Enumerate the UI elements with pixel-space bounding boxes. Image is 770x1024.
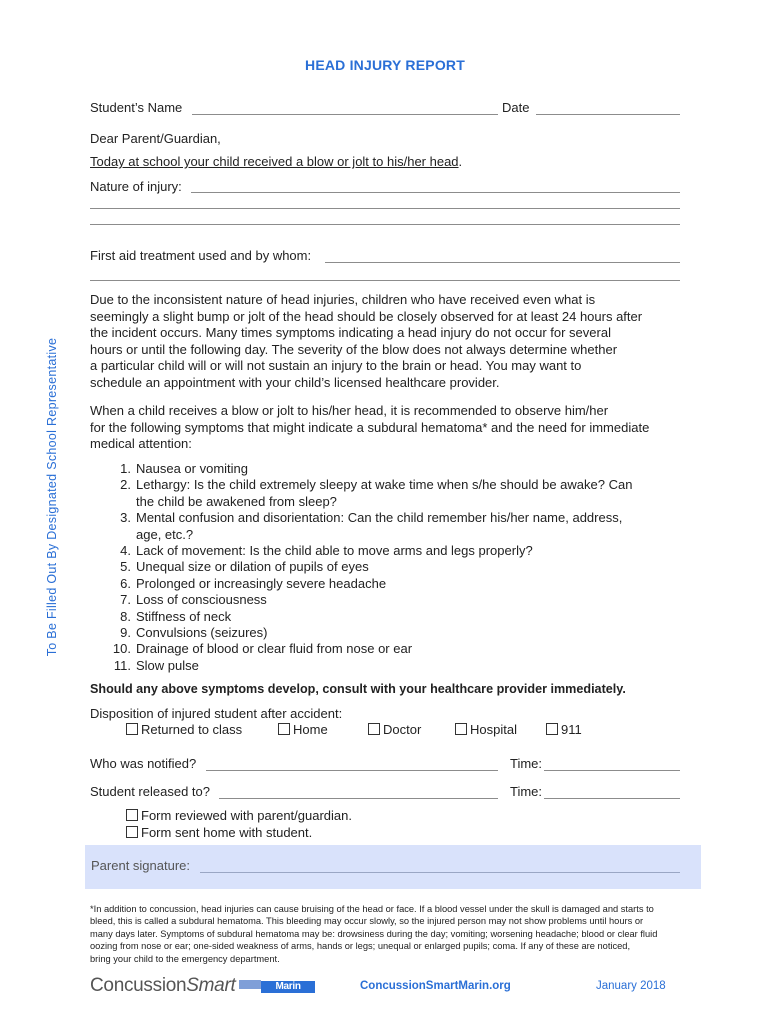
date-field[interactable]	[536, 114, 680, 115]
footnote-line: oozing from nose or ear; one-sided weakness of arms, hands or legs; unequal or enlarged pupils; coma. If any of these are noticed,	[90, 941, 631, 952]
paragraph-line: schedule an appointment with your child’s licensed healthcare provider.	[90, 374, 500, 390]
item-text-line: age, etc.?	[136, 526, 194, 542]
item-number: 4.	[120, 543, 131, 559]
item-number: 6.	[120, 575, 131, 591]
item-number: 10.	[112, 641, 131, 657]
disposition-hospital-checkbox[interactable]	[455, 722, 517, 737]
item-text-line: Lethargy: Is the child extremely sleepy at wake time when s/he should be awake? Can	[136, 477, 633, 493]
notified-field[interactable]	[206, 770, 498, 771]
released-label: Student released to?	[90, 784, 210, 799]
item-text: Drainage of blood or clear fluid from nose or ear	[136, 641, 413, 657]
paragraph-line: When a child receives a blow or jolt to his/her head, it is recommended to observe him/her	[90, 403, 609, 418]
item-number: 1.	[120, 461, 131, 476]
concussion-smart-logo	[90, 975, 315, 997]
footnote-line: *In addition to concussion, head injuries can cause bruising of the head or face. If a blood vessel under the skull is damaged and starts to	[90, 904, 654, 914]
footnote-line: bring your child to the emergency department.	[90, 953, 280, 964]
logo-smart: Smart	[186, 975, 236, 996]
logo-bar	[239, 980, 261, 989]
item-text: Prolonged or increasingly severe headache	[136, 575, 387, 591]
item-text: Nausea or vomiting	[136, 461, 248, 476]
option-label: Hospital	[470, 722, 517, 737]
item-text	[136, 477, 697, 510]
list-item	[97, 477, 697, 510]
signature-field[interactable]	[200, 872, 680, 873]
item-number: 11.	[113, 657, 131, 673]
list-item	[97, 543, 697, 559]
list-item	[97, 609, 697, 625]
item-text: Slow pulse	[136, 657, 199, 673]
list-item	[97, 625, 697, 641]
form-reviewed-checkbox[interactable]	[126, 808, 352, 823]
student-name-label: Student’s Name	[90, 100, 183, 115]
paragraph-line: hours or until the following day. The severity of the blow does not always determine whether	[90, 341, 618, 357]
form-sent-home-checkbox[interactable]	[126, 825, 312, 840]
side-label: To Be Filled Out By Designated School Representative	[45, 337, 59, 657]
option-label: Doctor	[383, 722, 422, 737]
disposition-911-checkbox[interactable]	[546, 722, 582, 737]
list-item	[97, 592, 697, 608]
first-aid-label: First aid treatment used and by whom:	[90, 248, 312, 263]
checkbox-icon	[126, 826, 138, 838]
notified-time-field[interactable]	[544, 770, 680, 771]
disposition-returned-checkbox[interactable]	[126, 722, 242, 737]
website-link[interactable]: ConcussionSmartMarin.org	[360, 980, 511, 992]
paragraph-line: for the following symptoms that might indicate a subdural hematoma* and the need for immediate	[90, 419, 650, 435]
item-text: Convulsions (seizures)	[136, 625, 268, 641]
item-text: Stiffness of neck	[136, 608, 232, 624]
option-label: Form reviewed with parent/guardian.	[141, 808, 352, 823]
logo-concussion: Concussion	[90, 975, 187, 996]
paragraph-line: a particular child will or will not sustain an injury to the brain or head. You may want to	[90, 358, 582, 373]
checkbox-icon	[455, 723, 467, 735]
symptoms-intro-paragraph	[90, 403, 690, 453]
option-label: Form sent home with student.	[141, 825, 313, 840]
item-number: 8.	[120, 608, 131, 624]
nature-of-injury-field[interactable]	[191, 192, 680, 193]
item-text-line: the child be awakened from sleep?	[136, 493, 337, 509]
disposition-doctor-checkbox[interactable]	[368, 722, 421, 737]
option-label: Returned to class	[141, 722, 243, 737]
intro-period: .	[458, 154, 463, 169]
item-number: 7.	[120, 592, 131, 608]
item-text: Lack of movement: Is the child able to move arms and legs properly?	[136, 543, 533, 559]
intro-text	[90, 154, 462, 169]
checkbox-icon	[368, 723, 380, 735]
checkbox-icon	[278, 723, 290, 735]
item-text: Unequal size or dilation of pupils of eyes	[136, 559, 369, 575]
checkbox-icon	[546, 723, 558, 735]
released-field[interactable]	[219, 798, 498, 799]
nature-of-injury-line-2[interactable]	[90, 208, 680, 209]
released-time-label: Time:	[510, 784, 543, 799]
signature-label: Parent signature:	[91, 858, 191, 873]
list-item	[97, 461, 697, 477]
warning-text: Should any above symptoms develop, consult with your healthcare provider immediately.	[90, 682, 626, 696]
symptoms-list	[97, 461, 697, 674]
item-number: 2.	[120, 477, 131, 493]
first-aid-field[interactable]	[325, 262, 680, 263]
observation-paragraph	[90, 292, 690, 391]
list-item	[97, 641, 697, 657]
item-number: 3.	[120, 510, 131, 526]
intro-sentence: Today at school your child received a blow or jolt to his/her head	[90, 154, 459, 169]
list-item	[97, 510, 697, 543]
student-name-field[interactable]	[192, 114, 498, 115]
item-text	[136, 510, 697, 543]
paragraph-line: the incident occurs. Many times symptoms indicating a head injury do not occur for several	[90, 325, 611, 340]
page-title: HEAD INJURY REPORT	[305, 57, 465, 73]
released-time-field[interactable]	[544, 798, 680, 799]
list-item	[97, 559, 697, 575]
first-aid-line-2[interactable]	[90, 280, 680, 281]
item-text: Loss of consciousness	[136, 592, 267, 608]
logo-marin: Marin	[261, 981, 314, 993]
item-number: 9.	[120, 625, 131, 641]
salutation: Dear Parent/Guardian,	[90, 131, 221, 146]
disposition-label: Disposition of injured student after accident:	[90, 706, 343, 721]
paragraph-line: medical attention:	[90, 436, 192, 451]
list-item	[97, 576, 697, 592]
footnote	[90, 903, 710, 965]
paragraph-line: Due to the inconsistent nature of head injuries, children who have received even what is	[90, 292, 596, 307]
disposition-home-checkbox[interactable]	[278, 722, 328, 737]
footer-date: January 2018	[596, 980, 666, 992]
footnote-line: many days later. Symptoms of subdural hematoma may be: drowsiness during the day; vomiting; worsening headache; blood or clear fluid	[90, 928, 658, 939]
option-label: 911	[561, 722, 582, 737]
checkbox-icon	[126, 809, 138, 821]
paragraph-line: seemingly a slight bump or jolt of the head should be closely observed for at least 24 hours after	[90, 308, 643, 324]
nature-of-injury-line-3[interactable]	[90, 224, 680, 225]
footnote-line: bleed, this is called a subdural hematoma. This bleeding may occur slowly, so the injured person may not show problems until hours or	[90, 916, 644, 927]
nature-of-injury-label: Nature of injury:	[90, 179, 182, 194]
date-label: Date	[502, 100, 530, 115]
notified-label: Who was notified?	[90, 756, 197, 771]
item-text-line: Mental confusion and disorientation: Can the child remember his/her name, address,	[136, 510, 623, 526]
checkbox-icon	[126, 723, 138, 735]
option-label: Home	[293, 722, 328, 737]
list-item	[97, 658, 697, 674]
item-number: 5.	[120, 559, 131, 575]
notified-time-label: Time:	[510, 756, 543, 771]
